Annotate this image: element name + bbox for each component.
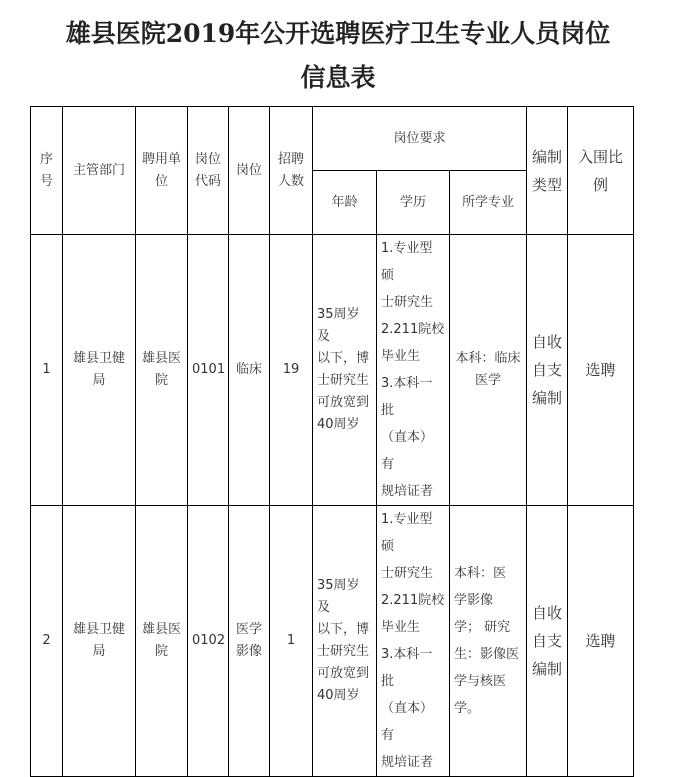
cell-employer: 雄县医 院	[136, 506, 188, 777]
cell-department: 雄县卫健局	[63, 235, 136, 506]
cell-ratio: 选聘	[568, 235, 634, 506]
header-count: 招聘 人数	[270, 107, 313, 235]
cell-ratio: 选聘	[568, 506, 634, 777]
cell-staffing: 自收 自支 编制	[527, 506, 568, 777]
header-employer: 聘用单 位	[136, 107, 188, 235]
cell-code: 0102	[188, 506, 229, 777]
cell-age: 35周岁及 以下，博 士研究生 可放宽到 40周岁	[313, 506, 377, 777]
cell-count: 19	[270, 235, 313, 506]
cell-position: 临床	[229, 235, 270, 506]
header-code: 岗位 代码	[188, 107, 229, 235]
header-ratio: 入围比例	[568, 107, 634, 235]
header-department: 主管部门	[63, 107, 136, 235]
cell-age: 35周岁及 以下，博 士研究生 可放宽到 40周岁	[313, 235, 377, 506]
cell-department: 雄县卫健局	[63, 506, 136, 777]
header-age: 年龄	[313, 171, 377, 235]
cell-major: 本科：临床 医学	[450, 235, 527, 506]
cell-employer: 雄县医 院	[136, 235, 188, 506]
cell-staffing: 自收 自支 编制	[527, 235, 568, 506]
table-row	[31, 506, 634, 777]
header-staffing: 编制 类型	[527, 107, 568, 235]
cell-education: 1.专业型硕 士研究生 2.211院校 毕业生 3.本科一批 （直本）有 规培证者	[377, 506, 450, 777]
cell-index: 1	[31, 235, 63, 506]
header-row-1	[31, 107, 634, 171]
cell-major: 本科：医 学影像 学； 研究 生：影像医 学与核医 学。	[450, 506, 527, 777]
cell-position: 医学 影像	[229, 506, 270, 777]
header-index: 序号	[31, 107, 63, 235]
header-major: 所学专业	[450, 171, 527, 235]
position-info-table	[30, 106, 634, 777]
cell-index: 2	[31, 506, 63, 777]
doc-title-line1: 雄县医院2019年公开选聘医疗卫生专业人员岗位	[65, 19, 611, 48]
header-requirements: 岗位要求	[313, 107, 527, 171]
header-position: 岗位	[229, 107, 270, 235]
header-education: 学历	[377, 171, 450, 235]
table-row	[31, 235, 634, 506]
doc-title-line2: 信息表	[300, 63, 376, 92]
cell-code: 0101	[188, 235, 229, 506]
cell-count: 1	[270, 506, 313, 777]
cell-education: 1.专业型硕 士研究生 2.211院校 毕业生 3.本科一批 （直本）有 规培证者	[377, 235, 450, 506]
